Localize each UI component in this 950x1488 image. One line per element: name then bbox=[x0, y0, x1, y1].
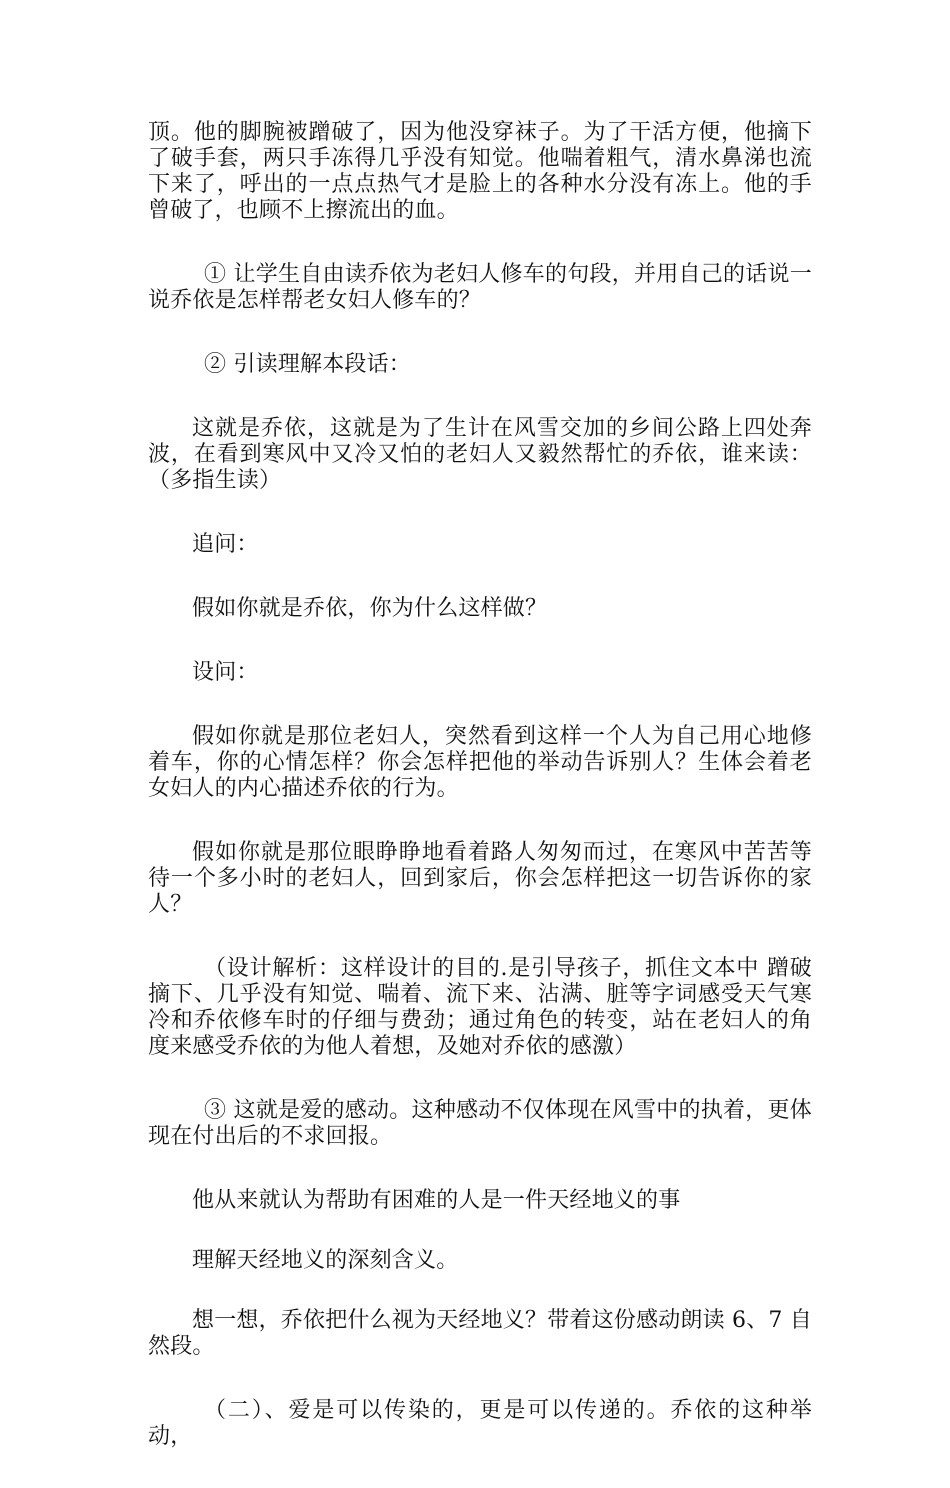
paragraph-step-3: ③ 这就是爱的感动。这种感动不仅体现在风雪中的执着，更体现在付出后的不求回报。 bbox=[148, 1098, 812, 1149]
paragraph-section-two: （二）、爱是可以传染的，更是可以传递的。乔依的这种举动， bbox=[148, 1398, 812, 1449]
paragraph-repair-description: 顶。他的脚腕被蹭破了，因为他没穿袜子。为了干活方便，他摘下了破手套，两只手冻得几乎没有知觉。他喘着粗气，清水鼻涕也流下来了，呼出的一点点热气才是脸上的各种水分没有冻上。他的手曾破了，也顾不上擦流出的血。 bbox=[148, 120, 812, 223]
paragraph-design-analysis: （设计解析：这样设计的目的.是引导孩子，抓住文本中 蹭破 摘下、几乎没有知觉、喘着、流下来、沾满、脏等字词感受天气寒冷和乔依修车时的仔细与费劲；通过角色的转变，站在老妇人的角度来感受乔依的为他人着想，及她对乔依的感激） bbox=[148, 956, 812, 1059]
paragraph-meaning: 理解天经地义的深刻含义。 bbox=[192, 1248, 459, 1273]
paragraph-step-2: ② 引读理解本段话： bbox=[204, 352, 411, 377]
paragraph-quote: 他从来就认为帮助有困难的人是一件天经地义的事 bbox=[192, 1188, 681, 1213]
paragraph-step-1: ① 让学生自由读乔依为老妇人修车的句段，并用自己的话说一说乔依是怎样帮老女妇人修车的？ bbox=[148, 262, 812, 313]
paragraph-hypothesis-label: 设问： bbox=[192, 660, 259, 685]
paragraph-hypothesis-1: 假如你就是那位老妇人，突然看到这样一个人为自己用心地修着车，你的心情怎样？你会怎样把他的举动告诉别人？生体会着老女妇人的内心描述乔依的行为。 bbox=[148, 724, 812, 801]
paragraph-follow-up-label: 追问： bbox=[192, 532, 259, 557]
document-body bbox=[148, 120, 812, 1488]
paragraph-guided-reading: 这就是乔依，这就是为了生计在风雪交加的乡间公路上四处奔波，在看到寒风中又冷又怕的老妇人又毅然帮忙的乔依，谁来读：（多指生读） bbox=[148, 416, 812, 493]
paragraph-reflection: 想一想，乔依把什么视为天经地义？带着这份感动朗读 6、7 自然段。 bbox=[148, 1308, 812, 1359]
paragraph-follow-up-question: 假如你就是乔依，你为什么这样做？ bbox=[192, 596, 548, 621]
paragraph-hypothesis-2: 假如你就是那位眼睁睁地看着路人匆匆而过，在寒风中苦苦等待一个多小时的老妇人，回到家后，你会怎样把这一切告诉你的家人？ bbox=[148, 840, 812, 917]
